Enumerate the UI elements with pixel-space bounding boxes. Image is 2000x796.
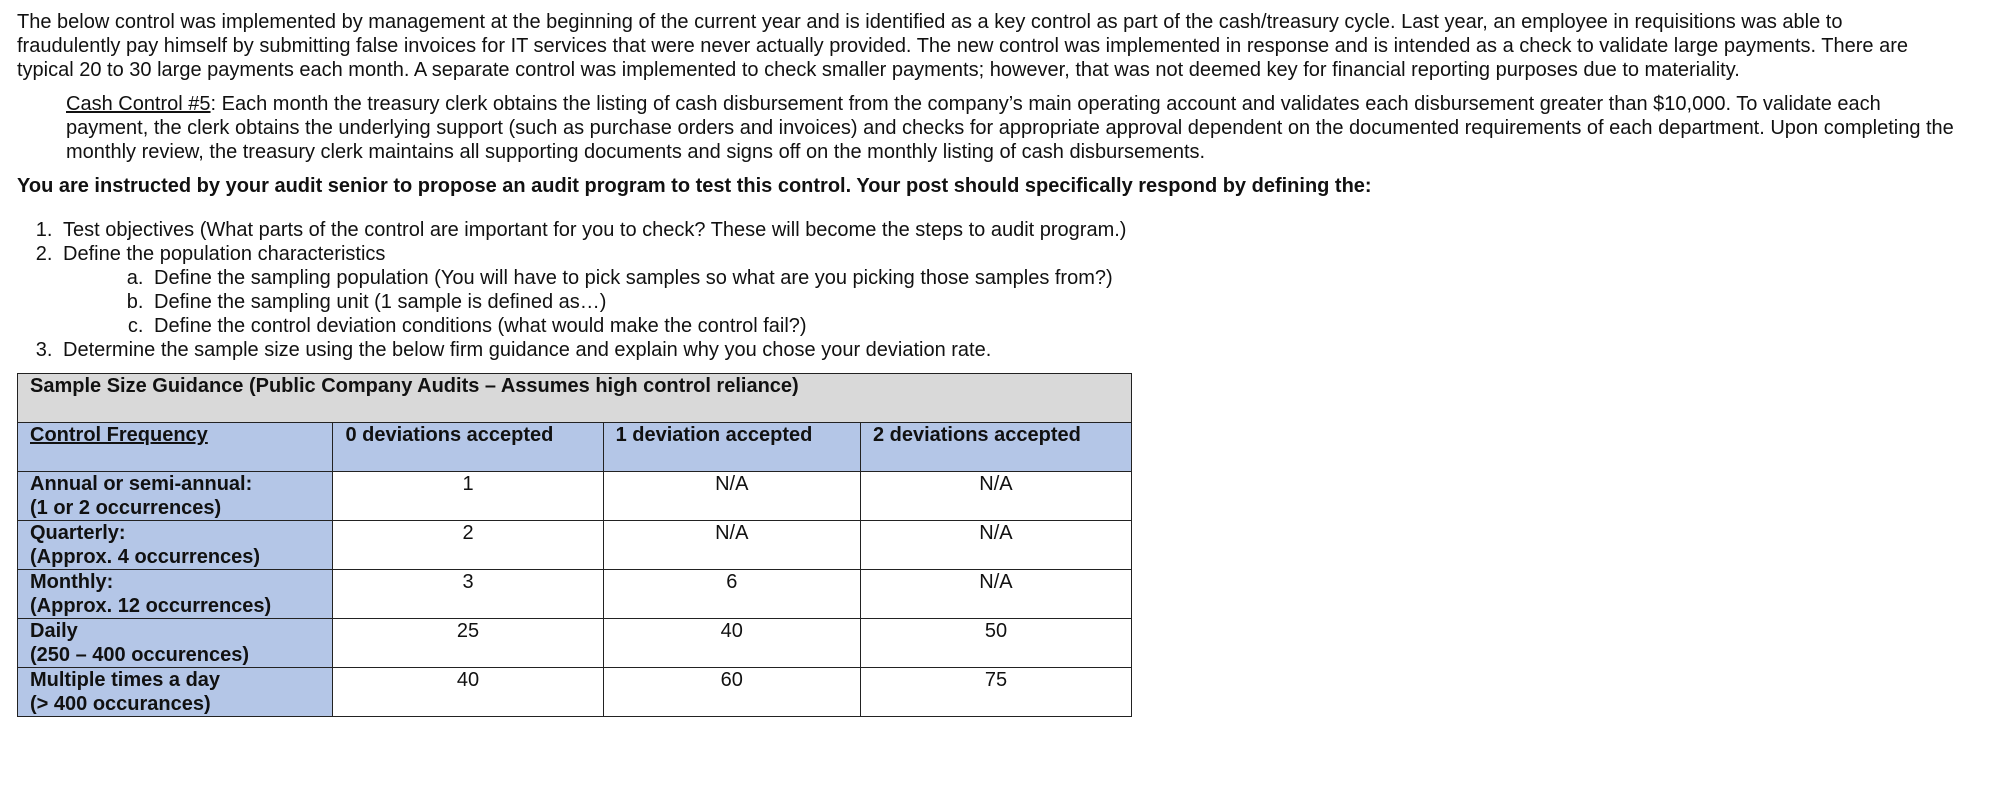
frequency-detail: (1 or 2 occurrences) bbox=[30, 497, 222, 519]
frequency-detail: (> 400 occurances) bbox=[30, 693, 211, 715]
frequency-label: Daily bbox=[30, 620, 78, 642]
instruction-text: You are instructed by your audit senior to propose an audit program to test this control. Your post should specifically respond by defining the: bbox=[17, 175, 1372, 197]
cell-1-deviation: 40 bbox=[603, 619, 860, 668]
frequency-cell bbox=[18, 619, 333, 668]
sub-list-item-text: Define the control deviation conditions (what would make the control fail?) bbox=[154, 315, 807, 337]
table-row bbox=[18, 619, 1132, 668]
frequency-cell bbox=[18, 521, 333, 570]
sub-list-item-text: Define the sampling unit (1 sample is defined as…) bbox=[154, 291, 607, 313]
header-1-deviation: 1 deviation accepted bbox=[603, 423, 860, 472]
table-caption-row bbox=[18, 374, 1132, 423]
cell-2-deviations: 50 bbox=[860, 619, 1131, 668]
cell-1-deviation: 6 bbox=[603, 570, 860, 619]
cell-0-deviations: 25 bbox=[333, 619, 603, 668]
list-item-text: Define the population characteristics bbox=[63, 243, 386, 265]
frequency-label: Annual or semi-annual: bbox=[30, 473, 253, 495]
control-title: Cash Control #5 bbox=[66, 93, 211, 115]
list-item bbox=[58, 242, 1983, 338]
intro-paragraph: The below control was implemented by management at the beginning of the current year and is identified as a key control as part of the cash/treasury cycle. Last year, an employee in requisitions was able to fraudulently pay himself by submitting false invoices for IT services that were never actually provided. The new control was implemented in response and is intended as a check to validate large payments. There are typical 20 to 30 large payments each month. A separate control was implemented to check smaller payments; however, that was not deemed key for financial reporting purposes due to materiality. bbox=[17, 11, 1908, 81]
table-caption: Sample Size Guidance (Public Company Audits – Assumes high control reliance) bbox=[18, 374, 1132, 423]
list-item bbox=[58, 338, 1983, 362]
sub-list-item-text: Define the sampling population (You will have to pick samples so what are you picking those samples from?) bbox=[154, 267, 1113, 289]
frequency-label: Quarterly: bbox=[30, 522, 126, 544]
cell-1-deviation: N/A bbox=[603, 472, 860, 521]
sub-list-item bbox=[149, 290, 1983, 314]
list-item-text: Determine the sample size using the below firm guidance and explain why you chose your deviation rate. bbox=[63, 339, 992, 361]
requirements-list bbox=[17, 218, 1983, 362]
cell-1-deviation: 60 bbox=[603, 668, 860, 717]
table-row bbox=[18, 570, 1132, 619]
cell-0-deviations: 40 bbox=[333, 668, 603, 717]
cell-2-deviations: N/A bbox=[860, 521, 1131, 570]
frequency-cell bbox=[18, 570, 333, 619]
header-control-frequency: Control Frequency bbox=[18, 423, 333, 472]
cell-2-deviations: N/A bbox=[860, 570, 1131, 619]
cell-0-deviations: 3 bbox=[333, 570, 603, 619]
cell-0-deviations: 2 bbox=[333, 521, 603, 570]
sample-size-table bbox=[17, 373, 1132, 717]
control-description bbox=[17, 92, 1956, 164]
table-row bbox=[18, 521, 1132, 570]
frequency-cell bbox=[18, 472, 333, 521]
table-row bbox=[18, 472, 1132, 521]
frequency-detail: (250 – 400 occurences) bbox=[30, 644, 250, 666]
cell-2-deviations: N/A bbox=[860, 472, 1131, 521]
table-header-row bbox=[18, 423, 1132, 472]
frequency-detail: (Approx. 4 occurrences) bbox=[30, 546, 261, 568]
frequency-detail: (Approx. 12 occurrences) bbox=[30, 595, 272, 617]
list-item bbox=[58, 218, 1983, 242]
control-text: : Each month the treasury clerk obtains the listing of cash disbursement from the company’s main operating account and validates each disbursement greater than $10,000. To validate each payment, the clerk obtains the underlying support (such as purchase orders and invoices) and checks for appropriate approval dependent on the documented requirements of each department. Upon completing the monthly review, the treasury clerk maintains all supporting documents and signs off on the monthly listing of cash disbursements. bbox=[66, 93, 1954, 163]
sub-list bbox=[63, 266, 1983, 338]
sub-list-item bbox=[149, 266, 1983, 290]
header-2-deviations: 2 deviations accepted bbox=[860, 423, 1131, 472]
header-0-deviations: 0 deviations accepted bbox=[333, 423, 603, 472]
cell-0-deviations: 1 bbox=[333, 472, 603, 521]
table-row bbox=[18, 668, 1132, 717]
frequency-cell bbox=[18, 668, 333, 717]
list-item-text: Test objectives (What parts of the control are important for you to check? These will become the steps to audit program.) bbox=[63, 219, 1127, 241]
frequency-label: Multiple times a day bbox=[30, 669, 221, 691]
cell-2-deviations: 75 bbox=[860, 668, 1131, 717]
frequency-label: Monthly: bbox=[30, 571, 114, 593]
sub-list-item bbox=[149, 314, 1983, 338]
cell-1-deviation: N/A bbox=[603, 521, 860, 570]
